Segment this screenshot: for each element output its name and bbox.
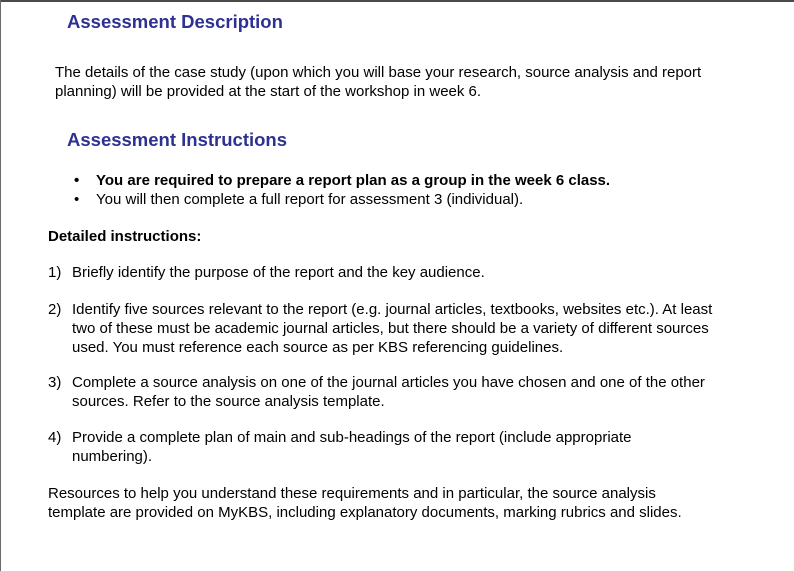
assessment-description-body [55,63,785,101]
item-line: two of these must be academic journal articles, but there should be a variety of different sources [72,320,709,337]
item-number: 1) [48,264,62,281]
list-item [74,171,774,190]
bullet-icon: • [74,172,80,189]
bullet-text: You are required to prepare a report plan as a group in the week 6 class. [96,172,611,189]
top-border [0,0,794,2]
item-line: numbering). [72,448,153,465]
item-line: used. You must reference each source as per KBS referencing guidelines. [72,339,564,356]
bullet-icon: • [74,191,80,208]
item-line: Identify five sources relevant to the report (e.g. journal articles, textbooks, websites etc.). At least [72,301,713,318]
item-text [72,373,768,411]
description-line: planning) will be provided at the start of the workshop in week 6. [55,83,482,100]
bullet-text: You will then complete a full report for assessment 3 (individual). [96,191,524,208]
detailed-instructions-heading: Detailed instructions: [48,228,202,245]
list-item [74,190,774,209]
left-border [0,0,1,571]
instructions-bullet-list [74,171,774,209]
item-line: sources. Refer to the source analysis template. [72,393,385,410]
item-line: Provide a complete plan of main and sub-headings of the report (include appropriate [72,429,632,446]
item-number: 3) [48,374,62,391]
item-text [72,428,768,466]
item-line: Briefly identify the purpose of the report and the key audience. [72,264,485,281]
numbered-item [48,300,768,357]
item-text [72,300,768,357]
assessment-description-heading: Assessment Description [67,11,283,32]
resources-line: template are provided on MyKBS, including explanatory documents, marking rubrics and slides. [48,504,682,521]
resources-line: Resources to help you understand these requirements and in particular, the source analysis [48,485,656,502]
description-line: The details of the case study (upon which you will base your research, source analysis and report [55,64,702,81]
numbered-item [48,263,768,282]
item-number: 4) [48,429,62,446]
item-text [72,263,768,282]
numbered-item [48,373,768,411]
resources-paragraph [48,484,788,522]
item-line: Complete a source analysis on one of the journal articles you have chosen and one of the other [72,374,705,391]
numbered-item [48,428,768,466]
item-number: 2) [48,301,62,318]
assessment-instructions-heading: Assessment Instructions [67,129,288,150]
